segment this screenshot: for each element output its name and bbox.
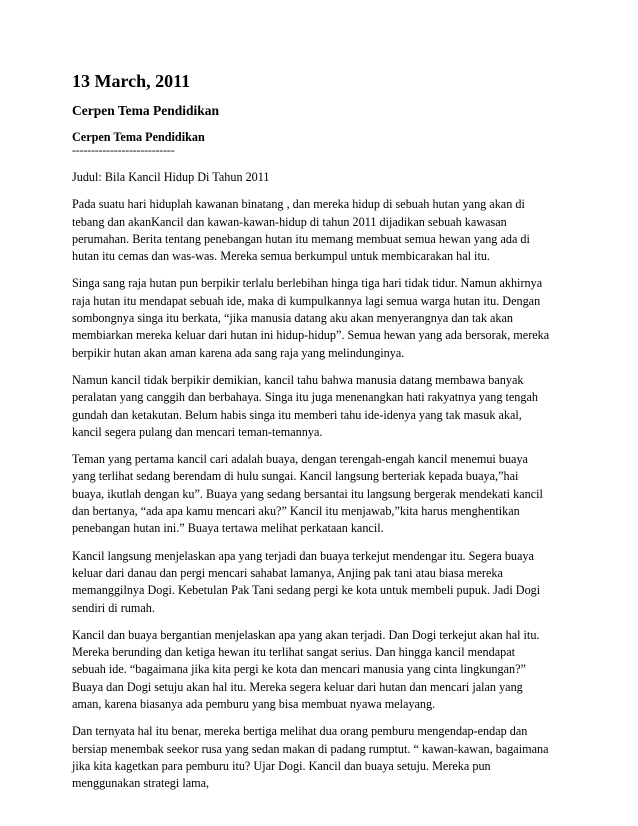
text-line: perumahan. Berita tentang penebangan hutan itu memang membuat semua hewan yang ada di bbox=[72, 231, 530, 246]
post-date: 13 March, 2011 bbox=[72, 71, 191, 91]
text-line: aman, karena biasanya ada pemburu yang bisa membuat nyawa melayang. bbox=[72, 697, 436, 712]
story-body bbox=[72, 169, 568, 793]
text-line: jika kita kagetkan para pemburu itu? Ujar Dogi. Kancil dan buaya setuju. Mereka pun bbox=[72, 758, 491, 773]
text-line: hutan itu cemas dan was-was. Mereka semua berkumpul untuk membicarakan hal itu. bbox=[72, 249, 490, 264]
text-line: raja hutan itu mendapat sebuah ide, maka di kumpulkannya lagi semua warga hutan itu. Dengan bbox=[72, 293, 541, 308]
text-line: yang terlihat sedang berendam di hulu sungai. Kancil langsung berteriak kepada buaya,”hai bbox=[72, 469, 519, 484]
document-page bbox=[72, 70, 568, 803]
text-line: dan bertanya, “ada apa kamu mencari aku?” Kancil itu menjawab,”kita harus menghentikan bbox=[72, 504, 520, 519]
text-line: Kancil dan buaya bergantian menjelaskan apa yang akan terjadi. Dan Dogi terkejut akan hal itu. bbox=[72, 627, 540, 642]
story-paragraph bbox=[72, 275, 568, 361]
story-paragraph bbox=[72, 548, 568, 617]
text-line: berpikir hutan akan aman karena ada sang raja yang melindunginya. bbox=[72, 345, 405, 360]
text-line: Dan ternyata hal itu benar, mereka bertiga melihat dua orang pemburu mengendap-endap dan bbox=[72, 724, 528, 739]
text-line: Namun kancil tidak berpikir demikian, kancil tahu bahwa manusia datang membawa banyak bbox=[72, 372, 524, 387]
story-paragraph bbox=[72, 372, 568, 441]
text-line: penebangan hutan ini.” Buaya tertawa melihat perkataan kancil. bbox=[72, 521, 384, 536]
text-line: tebang dan akanKancil dan kawan-kawan-hidup di tahun 2011 dijadikan sebuah kawasan bbox=[72, 214, 507, 229]
post-title: Cerpen Tema Pendidikan bbox=[72, 103, 220, 118]
text-line: Teman yang pertama kancil cari adalah buaya, dengan terengah-engah kancil menemui buaya bbox=[72, 452, 528, 467]
story-title-line bbox=[72, 169, 568, 186]
story-paragraph bbox=[72, 627, 568, 713]
text-line: menggunakan strategi lama, bbox=[72, 776, 210, 791]
text-line: kancil segera pulang dan mencari teman-temannya. bbox=[72, 424, 323, 439]
text-line: Singa sang raja hutan pun berpikir terlalu berlebihan hinga tiga hari tidak tidur. Namun akhirnya bbox=[72, 276, 543, 291]
text-line: sebuah ide. “bagaimana jika kita pergi ke kota dan mencari manusia yang cinta lingkungan?” bbox=[72, 662, 526, 677]
text-line: Judul: Bila Kancil Hidup Di Tahun 2011 bbox=[72, 170, 270, 184]
story-paragraph bbox=[72, 451, 568, 537]
text-line: membiarkan mereka keluar dari hutan ini hidup-hidup”. Semua hewan yang ada bersorak, mereka bbox=[72, 328, 550, 343]
story-paragraph bbox=[72, 723, 568, 792]
story-paragraph bbox=[72, 196, 568, 265]
text-line: memanggilnya Dogi. Kebetulan Pak Tani sedang pergi ke kota untuk membeli pupuk. Jadi Dogi bbox=[72, 583, 541, 598]
text-line: Kancil langsung menjelaskan apa yang terjadi dan buaya terkejut mendengar itu. Segera buaya bbox=[72, 548, 534, 563]
separator-line: --------------------------- bbox=[72, 145, 175, 156]
text-line: Mereka berunding dan ketiga hewan itu terlihat sangat serius. Dan hingga kancil mendapat bbox=[72, 645, 516, 660]
text-line: bersiap menembak seekor rusa yang sedan makan di padang rumptut. “ kawan-kawan, bagaimana bbox=[72, 741, 549, 756]
text-line: sombongnya singa itu berkata, “jika manusia datang aku akan menyerangnya dan tak akan bbox=[72, 311, 513, 326]
text-line: gundah dan ketakutan. Belum habis singa itu memberi tahu ide-idenya yang tak masuk akal, bbox=[72, 407, 522, 422]
text-line: keluar dari danau dan pergi mencari sahabat lamanya, Anjing pak tani atau biasa mereka bbox=[72, 565, 503, 580]
text-line: sendiri di rumah. bbox=[72, 600, 155, 615]
text-line: buaya, ikutlah dengan ku”. Buaya yang sedang bersantai itu langsung bergerak mendekati kancil bbox=[72, 486, 543, 501]
story-heading: Cerpen Tema Pendidikan bbox=[72, 130, 205, 144]
text-line: Buaya dan Dogi setuju akan hal itu. Mereka segera keluar dari hutan dan mencari jalan yang bbox=[72, 679, 523, 694]
text-line: Pada suatu hari hiduplah kawanan binatang , dan mereka hidup di sebuah hutan yang akan di bbox=[72, 197, 525, 212]
text-line: peralatan yang canggih dan berbahaya. Singa itu juga menenangkan hati rakyatnya yang tengah bbox=[72, 390, 538, 405]
